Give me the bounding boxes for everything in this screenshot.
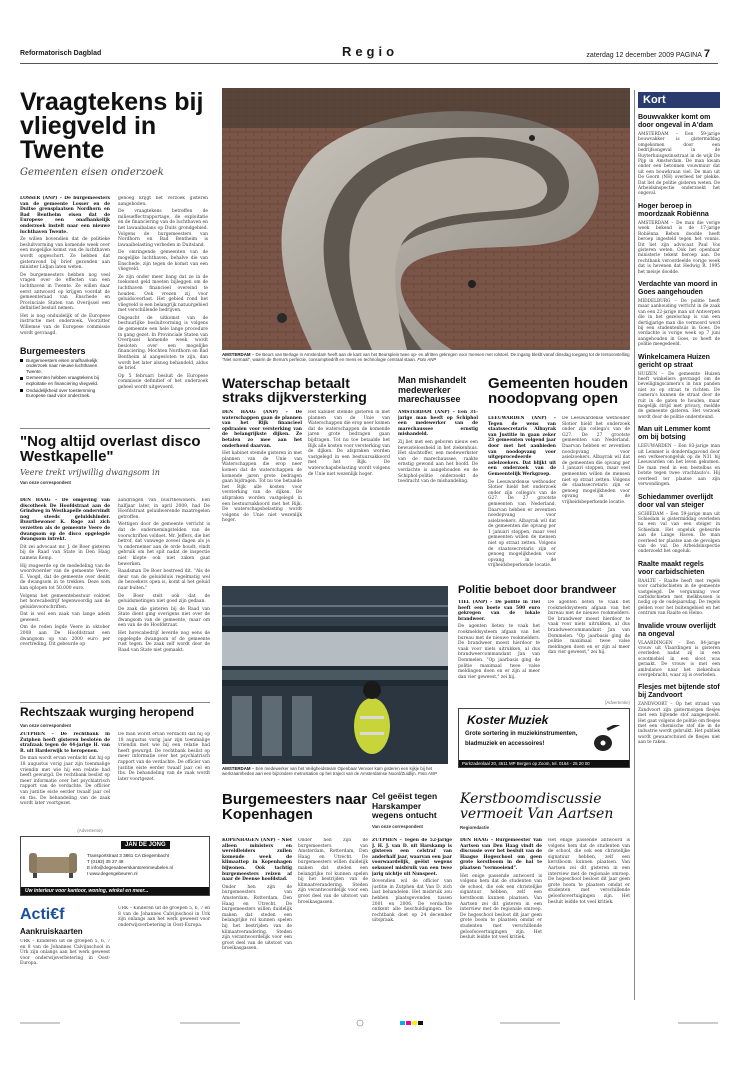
koster-muziek-ad[interactable] [458, 708, 630, 768]
kerstboom-headline[interactable]: Kerstboomdiscussie vermoeit Van Aartsen [460, 791, 614, 822]
actief-title[interactable]: Aankruiskaarten [20, 927, 83, 936]
koster-tagline: Grote sortering in muziekinstrumenten, [465, 731, 578, 737]
politie-story [458, 584, 630, 596]
marechaussee-body: AMSTERDAM (ANP) – Een 31-jarige man heeft op Schiphol een medewerker van de marechaussee ernstig mishandeld. Zij liet met een geboren nieuw een bewusteloosheid in het ziekenhuis. Het slachtoffer, een medewerkster van de marechaussee, raakte ernstig gewond aan het hoofd. De verdachte is aangehouden en de Schiphol-politie onderzoekt de toedracht van de mishandeling. [398, 410, 478, 485]
divider [20, 702, 210, 703]
politie-headline[interactable]: Politie beboet door brandweer [458, 584, 617, 596]
koster-name: Koster Muziek [467, 713, 549, 727]
westkapelle-byline: Van onze correspondent [20, 480, 71, 485]
kort-item[interactable]: Schiedammer overlijdt door val van steiger SCHIEDAM – Een 59-jarige man uit Schiedam is gistermiddag overleden na een val van een steiger in Schiedam. Het ongeluk gebeurde aan de Lange Haven. De man overleed ter plaatse aan de gevolgen van de val. De Arbeidsinspectie onderzoekt het ongeluk. [638, 493, 720, 555]
kerstboom-col1: DEN HAAG – Burgemeester Van Aartsen van Den Haag vindt de discussie over het besluit van de Haagse Hogeschool om geen grote kerstboom in de hal te plaatsen "vermoeiend". Het enige passende antwoord is volgens hem dat de studenten van de school, die ook een christelijke signatuur hebben, zelf een kerstboom kunnen plaatsen. Van Aartsen zei dit gisteren in een interview met de regionale omroep. De hogeschool besloot dit jaar geen grote boom te plaatsen omdat er studenten met verschillende geloofsovertuigingen zijn. Het besluit leidde tot veel kritiek. [460, 838, 542, 941]
actief-story [20, 906, 110, 983]
harskamper-byline: Van onze correspondent [372, 823, 423, 829]
kerstboom-byline: Regioredactie [460, 825, 490, 830]
rechtszaak-byline: Van onze correspondent [20, 723, 71, 728]
jdj-name: JAN DE JONG [121, 841, 170, 849]
marechaussee-headline[interactable]: Man mishandelt medewerker marechaussee [398, 375, 467, 404]
photo-metro[interactable] [222, 586, 448, 764]
kort-item[interactable]: Raalte maakt regels voor carbidschieten RAALTE – Raalte heeft met regels voor carbidschieten in de gemeente vastgelegd. De vergunning voor carbidschieten met melkbussen is nodig op de oudejaarsdag. De regels gelden voor het buitengebied en het centrum van Raalte en Heino. [638, 560, 720, 617]
noodopvang-headline[interactable]: Gemeenten houden noodopvang open [488, 375, 629, 407]
harskamper-story [372, 792, 452, 829]
westkapelle-col2: aandringen van buurtbewoners. Een halfjaar later, in april 2009, had De Hoofdstraat geluidwerende maatregelen getroffen. Wettigen door de gemeente verricht is dat de ondernemingstelden van de voorschriften voldoet. Mr. Jeffers, die het betrof, dat vanwege zoveel dagen als je 'n ondernemer aan de orde houdt, vindt gebruik om het spit nadat de inspectie niet klopte ook niet zaken gaat bewerken. Raadsman De Boer bestreed dit. "Als de deur van de geluidsluis regelmatig wel de bezoekers open is, komt al het geluid naar buiten." De Boer stelt ook dat de geluidsmetingen niet goed zijn gedaan. De zaak die gisteren bij de Raad van State dient ging overigens niet over de dwangsom van de gemeente, maar om een van de de Hoofdstraat. Het horecabedrijf leverde nog eens de opgelegde dwangsom of de gemeente rust tegen. De zaak zelf wordt door de Raad van State niet gemaakt. [118, 498, 210, 653]
kort-column [638, 92, 720, 1002]
page-number: 7 [703, 48, 710, 60]
rechtszaak-headline[interactable]: Rechtszaak wurging heropend [20, 705, 195, 719]
photo-beurs-ramp[interactable] [222, 88, 630, 350]
kort-item[interactable]: Hoger beroep in moordzaak Robiënna AMSTERDAM – De man die vorige week bekend is de 17-jarige Robiënna Rebon doodde heeft beroep ingesteld tegen het vonnis. Dit liet zijn advocaat Paul Vos gisteren weten. Ook het openbaar ministerie tekent beroep aan. De rechtbank veroordeelde vorige week dat is hevenen dat Hedwig R. 1995 het meisje doodde. [638, 202, 720, 275]
divider [20, 428, 210, 429]
kort-item[interactable]: Man uit Lemmer komt om bij botsing LEEUWARDEN – Een 83-jarige man uit Lemmer is donderdagavond door een verkeersongeluk op de N31 bij Leeuwarden om het leven gekomen. De man reed in een bestelbus en botste tegen twee vrachtauto's. Hij overleed ter plaatse aan zijn verwondingen. [638, 426, 720, 488]
kort-item[interactable]: Invalide vrouw overlijdt na ongeval VLAARDINGEN – Een 84-jarige vrouw uit Vlaardingen is gisteren overleden nadat zij in een scootmobiel in een sloot was geraakt. De vrouw is met een ambulance naar het ziekenhuis overgebracht, waar zij is overleden. [638, 622, 720, 679]
waterschap-col2: Het kabinet stemde gisteren in met plannen van de Unie van Waterschappen die erop neer komen dat de waterschappen de komende jaren grote bedragen gaan bijdragen. Tot nu toe betaalde het Rijk alle kosten voor versterking van de dijken. De afspraken worden vastgelegd in een bestuursakkoord met het Rijk. De waterschapsbelasting wordt volgens de Unie niet wezenlijk hoger. [308, 410, 390, 477]
kort-item[interactable]: Verdachte van moord in Goes aangehouden MIDDELBURG – De politie heeft maar aanhouding verricht in de zaak van een 22-jarige man uit Antwerpen die in het gezelschap is van een dertigjarige man die vermoord werd bij een studentenhuis in Goes. De verdachte is vorige week op 7 juni aangehouden in Goes, zo heeft de politie meegedeeld. [638, 280, 720, 348]
jdj-tagline: Uw interieur voor kantoor, woning, winkel en meer... [21, 887, 209, 895]
paper-name: Reformatorisch Dagblad [20, 50, 102, 57]
jan-de-jong-ad[interactable] [20, 836, 210, 896]
print-marks [20, 1012, 718, 1020]
kopenhagen-headline[interactable]: Burgemeesters naar Kopenhagen [222, 791, 368, 823]
box-item: Onduidelijkheid over toestemming Europese raad voor onderzoek. [20, 388, 110, 399]
column-divider [634, 90, 635, 1000]
kerstboom-story [460, 792, 630, 830]
waterschap-story [222, 376, 390, 404]
main-story [20, 90, 208, 178]
photo-middle-caption: AMSTERDAM – Een medewerker van het Veiligheidsteam Openbaar Vervoer kam gisteren een kijkje bij het werkzaamheden aan een bijzondere metrostation op het traject van de Amsterdamse Noord/Zuidlijn. Foto ANP [222, 766, 437, 777]
registration-marks-graphic [20, 1019, 718, 1027]
actief-logo: Acti€f [20, 906, 65, 923]
westkapelle-col1: DEN HAAG – De omgeving van discotheek De Hoofdstraat aan de Grindweg in Westkapelle ondervindt nog steeds geluidshinder. Buurtbewoner K. Roge zal zich verzetten als de gemeente Veere de dwangsom op de disco opgelegde dwangsom intrekt. Dit zei advocaat mr. J. de Boer gisteren bij de Raad van State in Den Haag namens Kemp. Hij reageerde op de mededeling van de woordvoerder van de gemeente Veere, E. Voogd, dat de gemeente over denkt de dwangsom in te trekken. Deze som kan oplopen tot 50.000 euro. Volgens het gemeentebestuur voldoet het horecabedrijf tegenwoordig aan de geluidsvoorschriften. Dat is wel een zaak van lange adem geweest. Om de reden legde Veere in oktober 2008 aan De Hoofdstraat een dwangsom op van 2000 euro per overtreding. Dit gebeurde op [20, 498, 110, 648]
waterschap-col1: DEN HAAG (ANP) – De waterschappen gaan de plannen van het Rijk financieel opdraaien voor versterking van de belangrijkste dijken. Ze betalen zo mee aan het onderhoud daarvan. Het kabinet stemde gisteren in met plannen van de Unie van Waterschappen die erop neer komen dat de waterschappen de komende jaren grote bedragen gaan bijdragen. Tot nu toe betaalde het Rijk alle kosten voor versterking van de dijken. De afspraken worden vastgelegd in een bestuursakkoord met het Rijk. De waterschapsbelasting wordt volgens de Unie niet wezenlijk hoger. [222, 410, 302, 524]
kopenhagen-col2: Onder hen zijn de burgemeesters van Amsterdam, Rotterdam, Den Haag en Utrecht. De burgemeesters willen duidelijk maken dat steden een belangrijke rol kunnen spelen bij het bestrijden van de klimaatverandering. Steden zijn verantwoordelijk voor een groot deel van de uitstoot van broeikasgassen. [298, 838, 368, 905]
marechaussee-story [398, 376, 478, 405]
box-item: Burgemeesters eisen onafhankelijk onderzoek naar nieuwe luchthaven Twente. [20, 358, 110, 375]
masthead [20, 40, 718, 64]
kerstboom-col2: Het enige passende antwoord is volgens hem dat de studenten van de school, die ook een christelijke signatuur hebben, zelf een kerstboom kunnen plaatsen. Van Aartsen zei dit gisteren in een interview met de regionale omroep. De hogeschool besloot dit jaar geen grote boom te plaatsen omdat er studenten met verschillende geloofsovertuigingen zijn. Het besluit leidde tot veel kritiek. [548, 838, 630, 905]
main-story-col2: genoeg krijgt het verzoek gisteren aangeboden. De vraagtekens betreffen de milieueffectrapportage, de exploitatie en de financiering van de luchthaven en het lawaaibalans op Duits grondgebied. Volgens de burgemeesters van Nordhorn en Bad Bentheim is lawaaibelasting verbeden in Duitsland. De omringende gemeenten van de mogelijke luchthaven, behalve die van Enschede, zijn tegen de komst van een vliegveld. Ze zijn onder meer bang dat ze in de toekomst geld moeten bijleggen om de luchthaven financieel overeind te houden. Ook vrezen zij voor geluidsoverlast. Het gebied rond het vliegveld is een belangrijk natuurgebied met verschillende bedrijven. Ongeacht de uitkomst van de bestuurlijke besluitvorming is volgens de gemeente een hele lange procedure in gang gezet. In Provinciale Staten van Overijssel komende week wordt besloten over een mogelijke financiering. Mochten Nordhorn en Bad Bentheim al aangesloten te zijn, dan wordt het later alsnog behandeld, aldus de brief. Op 5 februari besluit de Europese commissie definitief of het onderzoek geheel wordt uitgevoerd. [118, 196, 208, 390]
guitar-icon [591, 725, 623, 753]
main-subhead: Gemeenten eisen onderzoek [20, 167, 164, 178]
actief-col2: URK – Kinderen uit de groepen 5, 6, 7 en 8 van de Johannes Calvijnschool in Urk zijn onlangs aan het werk geweest voor onderwijsverbetering in Oost-Europa. [118, 906, 210, 928]
westkapelle-subhead: Veere trekt vrijwillig dwangsom in [20, 468, 160, 477]
kopenhagen-col1: KOPENHAGEN (ANP) – Niet alleen ministers en wereldleiders zullen komende week de klimaattop in Kopenhagen bijwonen. Ook tachtig burgemeesters reizen af naar de Deense hoofdstad. Onder hen zijn de burgemeesters van Amsterdam, Rotterdam, Den Haag en Utrecht. De burgemeesters willen duidelijk maken dat steden een belangrijke rol kunnen spelen bij het bestrijden van de klimaatverandering. Steden zijn verantwoordelijk voor een groot deel van de uitstoot van broeikasgassen. [222, 838, 292, 952]
harskamper-body: ZUTPHEN – Tegen de 52-jarige J. H. J. van D. uit Harskamp is gisteren een celstraf van anderhalf jaar, waarvan een jaar voorwaardelijk, geëist wegens seksueel misbruik van een twee jarig nichtje uit Nunspeet. Bovendien wil de officier van justitie in Zutphen dat Van D. zich laat behandelen. Het misbruik zou hebben plaatsgevonden tussen 2001 en 2006. De verdachte ontkent alle beschuldigingen. De rechtbank doet op 24 december uitspraak. [372, 838, 452, 924]
rechtszaak-col2: De man wordt ervan verdacht dat hij op 18 augustus vorig jaar zijn toenmalige vriendin met wie hij een relatie had heeft gewurgd. De rechtbank beslist op meer informatie over het psychiatrisch rapport van de verdachte. De officier van justitie eiste eerder twaalf jaar cel en tbs. De behandeling van de zaak wordt later voortgezet. [118, 732, 210, 782]
actief-body: URK – Kinderen uit de groepen 5, 6, 7 en 8 van de Johannes Calvijnschool in Urk zijn onlangs aan het werk geweest voor onderwijsverbetering in Oost-Europa. [20, 939, 110, 967]
rechtszaak-col1: ZUTPHEN – De rechtbank in Zutphen heeft gisteren besloten de strafzaak tegen de 44-jarige H. van R. uit Harderwijk te heropenen. De man wordt ervan verdacht dat hij op 18 augustus vorig jaar zijn toenmalige vriendin met wie hij een relatie had heeft gewurgd. De rechtbank beslist op meer informatie over het psychiatrisch rapport van de verdachte. De officier van justitie eiste eerder twaalf jaar cel en tbs. De behandeling van de zaak wordt later voortgezet. [20, 732, 110, 807]
ramp-photo-graphic [222, 88, 630, 350]
kort-header: Kort [638, 92, 720, 108]
main-headline[interactable]: Vraagtekens bij vliegveld in Twente [20, 88, 204, 164]
rechtszaak-story [20, 706, 210, 728]
kort-item[interactable]: Winkelcamera Huizen gericht op straat HUIZEN – De gemeente Huizen heeft winkeliers gevraagd om de beveiligingscamera's in hun panden niet zo op straat te richten. De camera's kunnen de straat door de ruit in de gaten te houden, maar mogelijk strijd met privacy, meldde de gemeente gisteren. Het verzoek wordt door de politie ondersteund. [638, 353, 720, 420]
noodopvang-col1: LEEUWARDEN (ANP) – Tegen de wens van staatssecretaris Albayrak van Justitie in gaan zeker 23 gemeenten volgend jaar door met het aanbieden van noodopvang voor uitgeprocedeerde asielzoekers. Dat blijkt uit een onderzoek van de Gemeentelijk Werkgroep. De Leeuwardense wethouder Slotier hield het onderzoek onder zijn collega's van de G27. De 27 grootste gemeenten van Nederland. Daarvan hebben er zeventien noodopvang voor asielzoekers. Albayrak wil dat de gemeenten die opvang per 1 januari stoppen, maar veel gemeenten willen de mensen niet op straat zetten. Volgens de staatssecretaris zijn er genoeg mogelijkheden voor opvang in de vrijheidsbeperkende locatie. [488, 416, 556, 569]
section-title: Regio [341, 44, 399, 59]
noodopvang-story [488, 376, 630, 406]
westkapelle-story [20, 434, 210, 485]
ad-label: (Advertentie) [77, 828, 103, 833]
jdj-contact: Transportstraat 3 3861 CA Diegembacht T (0182) 35 27 48 E info@degenabeerskantorenmeubelen.nl I www.degengebeuren.nl [87, 853, 174, 876]
harskamper-headline[interactable]: Cel geëist tegen Harskamper wegens ontucht [372, 791, 438, 820]
noodopvang-col2: De Leeuwardense wethouder Slotier hield het onderzoek onder zijn collega's van de G27. De 27 grootste gemeenten van Nederland. Daarvan hebben er zeventien noodopvang voor asielzoekers. Albayrak wil dat de gemeenten die opvang per 1 januari stoppen, maar veel gemeenten willen de mensen niet op straat zetten. Volgens de staatssecretaris zijn er genoeg mogelijkheden voor opvang in de vrijheidsbeperkende locatie. [562, 416, 630, 505]
ad-label: (Advertentie) [604, 700, 630, 705]
metro-photo-graphic [222, 586, 448, 764]
politie-col2: De agenten lieten te vaak het rookmeldsysteem afgaan van het bureau met de nieuwe rookmelders. De brandweer moest hierdoor te vaak voor niets uitrukken, al dus brandweercommandant Jan van Dommelen. "Op jaarbasis ging de politie maximaal twee valse meldingen doen en er zijn al meer dan vier geweest," zei hij. [548, 600, 630, 656]
koster-address: Parkzadenlaal 20, 4611 MP Bergen op Zoom, tel. 0164 - 25 20 00 [459, 760, 629, 767]
kort-item[interactable]: Flesjes met bijtende stof bij Zandvoort ZANDVOORT – Op het strand van Zandvoort zijn gistermorgen flesjes met een bijtende stof aangespoeld. Het gaat volgens de politie om flesjes met een chemische stof die in de industrie wordt gebruikt. Het publiek wordt gewaarschuwd de flesjes niet aan te raken. [638, 684, 720, 746]
main-story-col1: LOSSER (ANP) – De burgemeesters van de gemeente Losser en de Duitse grensplaatsen Nordhorn en Bad Bentheim eisen dat de Europese een onafhankelijk onderzoek instelt naar een nieuwe luchthaven Twente. Ze willen bovendien dat de politieke besluitvorming van komende week over een mogelijke komst van de luchthaven wordt opgeschort. Ze hebben dat gisteravond bij brief gezonden aan minister Lidjan laten weten. De burgemeesters hebben nog veel vragen over de effecten van een luchthaven in Twente. Ze willen daar eerst antwoord op krijgen voordat de gemeenteraad van Enschede en Provinciale Staten van Overijssel een definitief besluit nemen. Het is nog onduidelijk of de Europese instructie met onderzoek. Voorzitter Willemse van de Europese commissie wordt gevraagd. [20, 196, 110, 336]
kort-item[interactable]: Bouwvakker komt om door ongeval in A'dam AMSTERDAM – Een 59-jarige bouwvakker is gistermiddag omgekomen door een bedrijfsongeval in de Ruyterhuisgezinsstraat in de wijk De Pijp in Amsterdam. De man kwam onder een betonnen vouwmuur dat uit een bouwkraan viel. De man uit De Goorn (NH) overleed ter plekke. Dat liet de politie gisteren weten. De Arbeidsinspectie onderzoekt het ongeval. [638, 114, 720, 197]
waterschap-headline[interactable]: Waterschap betaalt straks dijkversterking [222, 375, 367, 405]
koster-tagline2: bladmuziek en accessoires! [465, 741, 545, 747]
westkapelle-headline[interactable]: "Nog altijd overlast disco Westkapelle" [20, 433, 201, 465]
box-item: Gemeenten hebben vraagtekens bij exploitatie en financiering vliegveld. [20, 375, 110, 386]
burgemeesters-box: Burgemeesters Burgemeesters eisen onafhankelijk onderzoek naar nieuwe luchthaven Twente. Gemeenten hebben vraagtekens bij exploitatie en financiering vliegveld. Onduidelijkheid over toestemming Europese raad voor onderzoek. [20, 349, 110, 400]
page-date: zaterdag 12 december 2009 PAGINA 7 [586, 48, 710, 60]
politie-col1: TIEL (ANP) – De politie in Tiel heeft een boete van 500 euro gekregen van de lokale brandweer. De agenten lieten te vaak het rookmeldsysteem afgaan van het bureau met de nieuwe rookmelders. De brandweer moest hierdoor te vaak voor niets uitrukken, al dus brandweercommandant Jan van Dommelen. "Op jaarbasis ging de politie maximaal twee valse meldingen doen en er zijn al meer dan vier geweest," zei hij. [458, 600, 540, 680]
kopenhagen-story [222, 792, 368, 822]
sofa-icon [27, 845, 79, 881]
photo-top-caption: AMSTERDAM – De Beurs van Berlage in Amsterdam heeft aan de kant van het Beursplein twee op- en afritten gekregen voor mensen met rolstoel. De ingang bleldt vanaf dinsdag toegang tot de tentoonstelling "Niet normaal", waarin de thema's perfectie, consumptiedrift en mens en technologie centraal staan. Foto ANP [222, 352, 630, 363]
